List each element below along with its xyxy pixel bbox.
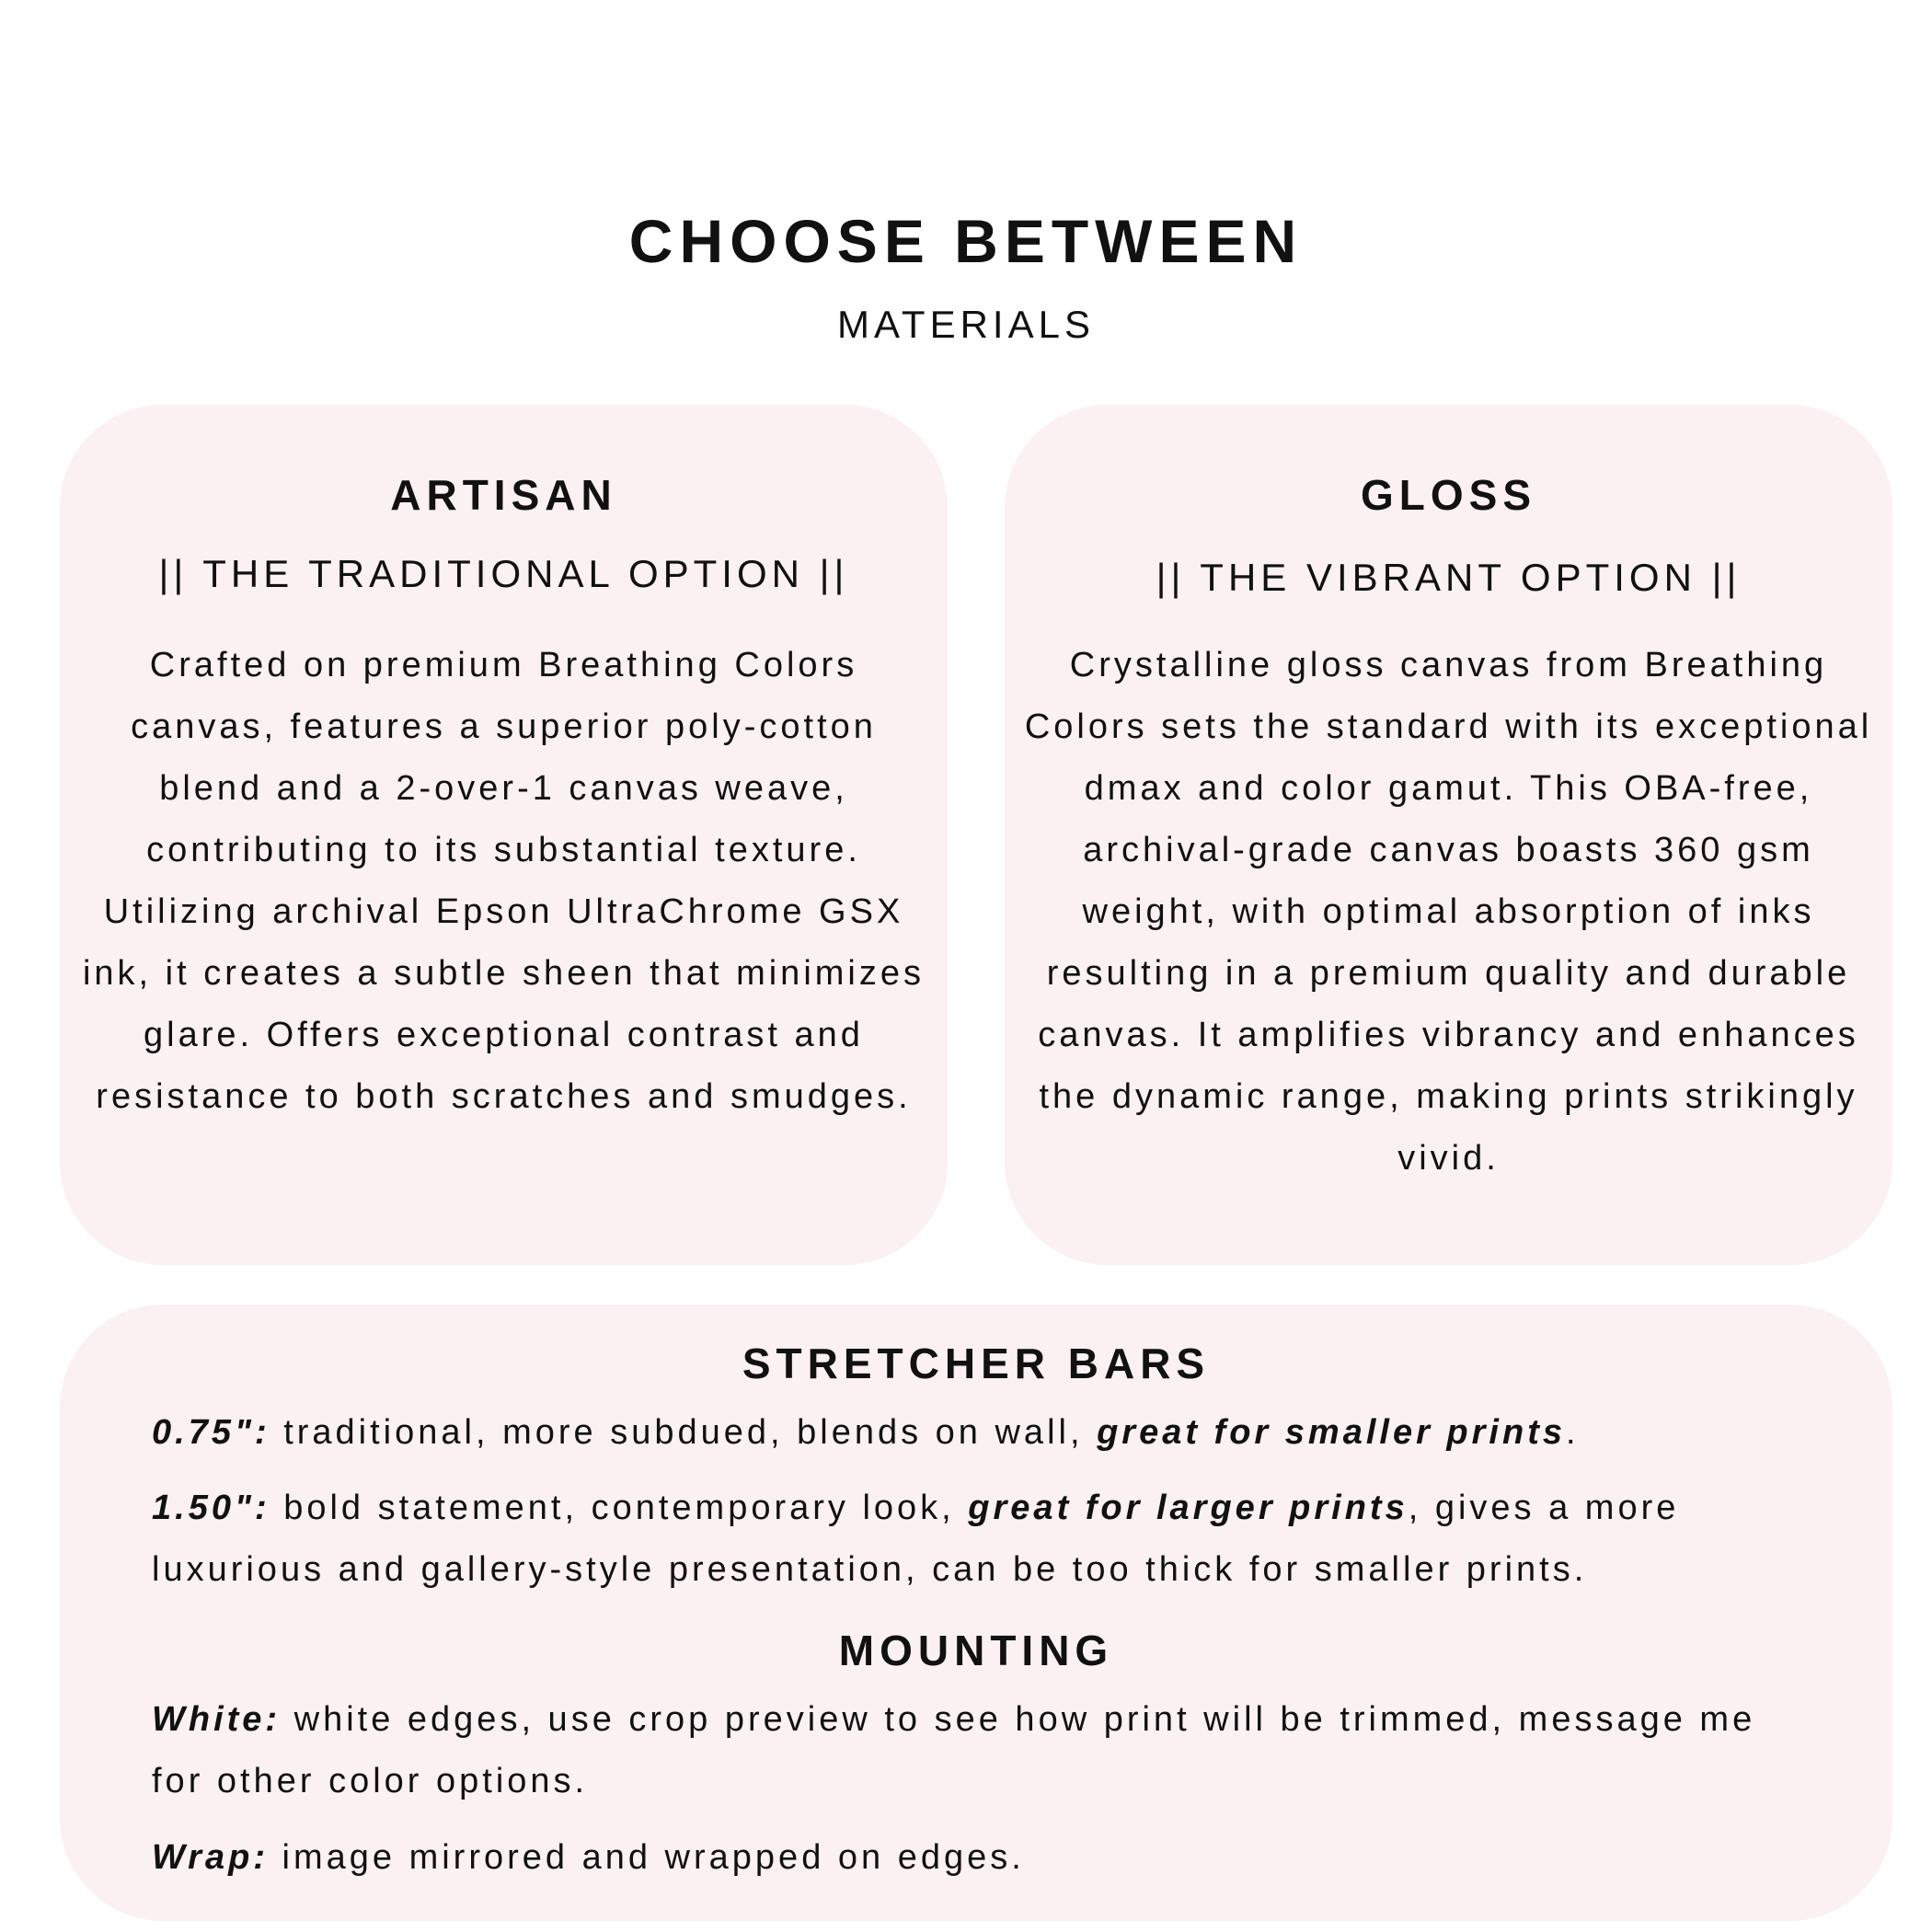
stretcher-option-emphasis: great for smaller prints — [1097, 1413, 1566, 1452]
artisan-card — [60, 405, 948, 1265]
stretcher-option-075 — [152, 1402, 1819, 1464]
artisan-description: Crafted on premium Breathing Colors canvas, features a superior poly-cotton blend and a 2-over-1 canvas weave, contributing to its substantial texture. Utilizing archival Epson UltraChrome GSX ink, it creates a subtle sheen that minimizes glare. Offers exceptional contrast and resistance to both scratches and smudges. — [82, 646, 925, 1116]
stretcher-option-text: traditional, more subdued, blends on wall, — [270, 1413, 1098, 1452]
mounting-option-label: White: — [152, 1700, 282, 1739]
mounting-option-white — [152, 1689, 1819, 1812]
mounting-option-wrap — [152, 1827, 1819, 1889]
mounting-title: MOUNTING — [838, 1627, 1114, 1674]
options-card — [60, 1305, 1892, 1921]
stretcher-option-text: bold statement, contemporary look, — [270, 1489, 969, 1527]
gloss-tagline: || THE VIBRANT OPTION || — [1156, 556, 1742, 599]
stretcher-option-150 — [152, 1478, 1819, 1601]
mounting-option-text: white edges, use crop preview to see how print will be trimmed, message me for other color options. — [152, 1700, 1756, 1800]
artisan-title: ARTISAN — [390, 471, 617, 519]
gloss-card — [1005, 405, 1892, 1265]
stretcher-option-emphasis: great for larger prints — [968, 1489, 1409, 1527]
stretcher-option-text-end: . — [1565, 1413, 1580, 1452]
mounting-option-text: image mirrored and wrapped on edges. — [268, 1838, 1025, 1877]
gloss-title: GLOSS — [1360, 471, 1537, 519]
stretcher-option-text-end: , gives a more luxurious and gallery-style presentation, can be too thick for smaller prints. — [152, 1489, 1680, 1589]
artisan-tagline: || THE TRADITIONAL OPTION || — [158, 552, 849, 595]
mounting-option-label: Wrap: — [152, 1838, 269, 1877]
page-title: CHOOSE BETWEEN — [628, 207, 1304, 275]
gloss-description: Crystalline gloss canvas from Breathing Colors sets the standard with its exceptional dmax and color gamut. This OBA-free, archival-grade canvas boasts 360 gsm weight, with optimal absorption of inks resulting in a premium quality and durable canvas. It amplifies vibrancy and enhances the dynamic range, making prints strikingly vivid. — [1024, 646, 1873, 1178]
page-subtitle: MATERIALS — [837, 303, 1095, 346]
stretcher-bars-title: STRETCHER BARS — [742, 1340, 1211, 1387]
stretcher-option-label: 0.75": — [152, 1413, 270, 1452]
stretcher-option-label: 1.50": — [152, 1489, 270, 1527]
